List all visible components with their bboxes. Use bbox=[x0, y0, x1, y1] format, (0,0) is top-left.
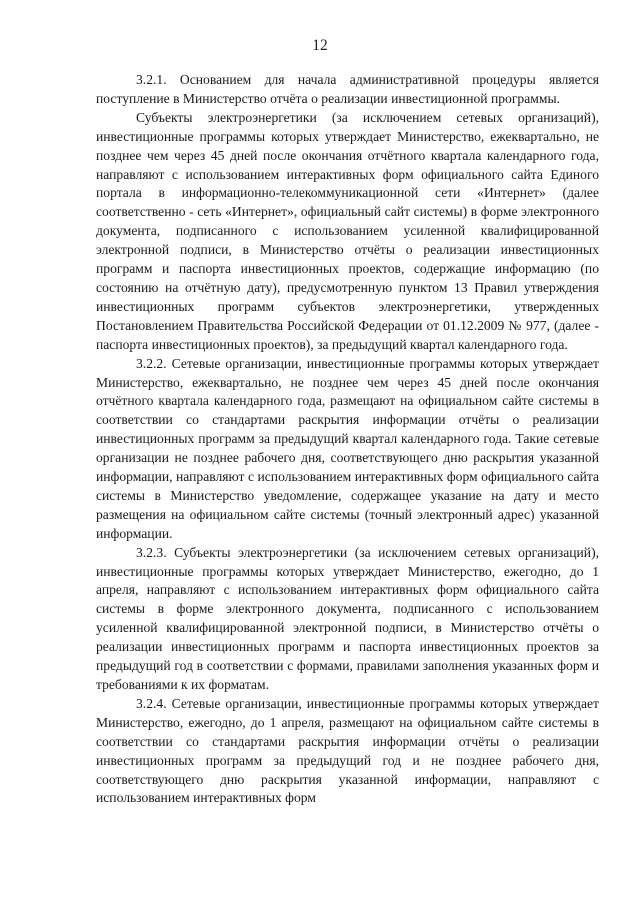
document-body bbox=[96, 71, 599, 808]
paragraph-3-2-3: 3.2.3. Субъекты электроэнергетики (за исключением сетевых организаций), инвестиционные программы которых утверждает Министерство, ежегодно, до 1 апреля, направляют с использованием интерактивных форм официального сайта системы в форме электронного документа, подписанного с использованием усиленной квалифицированной электронной подписи, в Министерство отчёты о реализации инвестиционных программ и паспорта инвестиционных проектов за предыдущий год в соответствии с формами, правилами заполнения указанных форм и требованиями к их форматам. bbox=[96, 544, 599, 692]
paragraph-3-2-2: 3.2.2. Сетевые организации, инвестиционные программы которых утверждает Министерство, ежеквартально, не позднее чем через 45 дней после окончания отчётного квартала календарного года, размещают на официальном сайте системы в соответствии со стандартами раскрытия информации отчёты о реализации инвестиционных программ за предыдущий квартал календарного года. Такие сетевые организации не позднее рабочего дня, соответствующего дню раскрытия указанной информации, направляют с использованием интерактивных форм официального сайта системы в Министерство уведомление, содержащее указание на дату и место размещения на официальном сайте системы (точный электронный адрес) указанной информации. bbox=[96, 355, 599, 541]
page-number: 12 bbox=[312, 37, 328, 54]
paragraph-3-2-1: 3.2.1. Основанием для начала административной процедуры является поступление в Министерство отчёта о реализации инвестиционной программы. bbox=[96, 72, 599, 106]
paragraph-3-2-4: 3.2.4. Сетевые организации, инвестиционные программы которых утверждает Министерство, ежегодно, до 1 апреля, размещают на официальном сайте системы в соответствии со стандартами раскрытия информации отчёты о реализации инвестиционных программ за предыдущий год и не позднее рабочего дня, соответствующего дню раскрытия указанной информации, направляют с использованием интерактивных форм bbox=[96, 695, 599, 806]
paragraph-subjects-electroenergetics: Субъекты электроэнергетики (за исключением сетевых организаций), инвестиционные программы которых утверждает Министерство, ежеквартально, не позднее чем через 45 дней после окончания отчётного квартала календарного года, направляют с использованием интерактивных форм официального сайта Единого портала в информационно-телекоммуникационной сети «Интернет» (далее соответственно - сеть «Интернет», официальный сайт системы) в форме электронного документа, подписанного с использованием усиленной квалифицированной электронной подписи, в Министерство отчёты о реализации инвестиционных программ и паспорта инвестиционных проектов, содержащие информацию (по состоянию на отчётную дату), предусмотренную пунктом 13 Правил утверждения инвестиционных программ субъектов электроэнергетики, утвержденных Постановлением Правительства Российской Федерации от 01.12.2009 № 977, (далее - паспорта инвестиционных проектов), за предыдущий квартал календарного года. bbox=[96, 109, 599, 352]
